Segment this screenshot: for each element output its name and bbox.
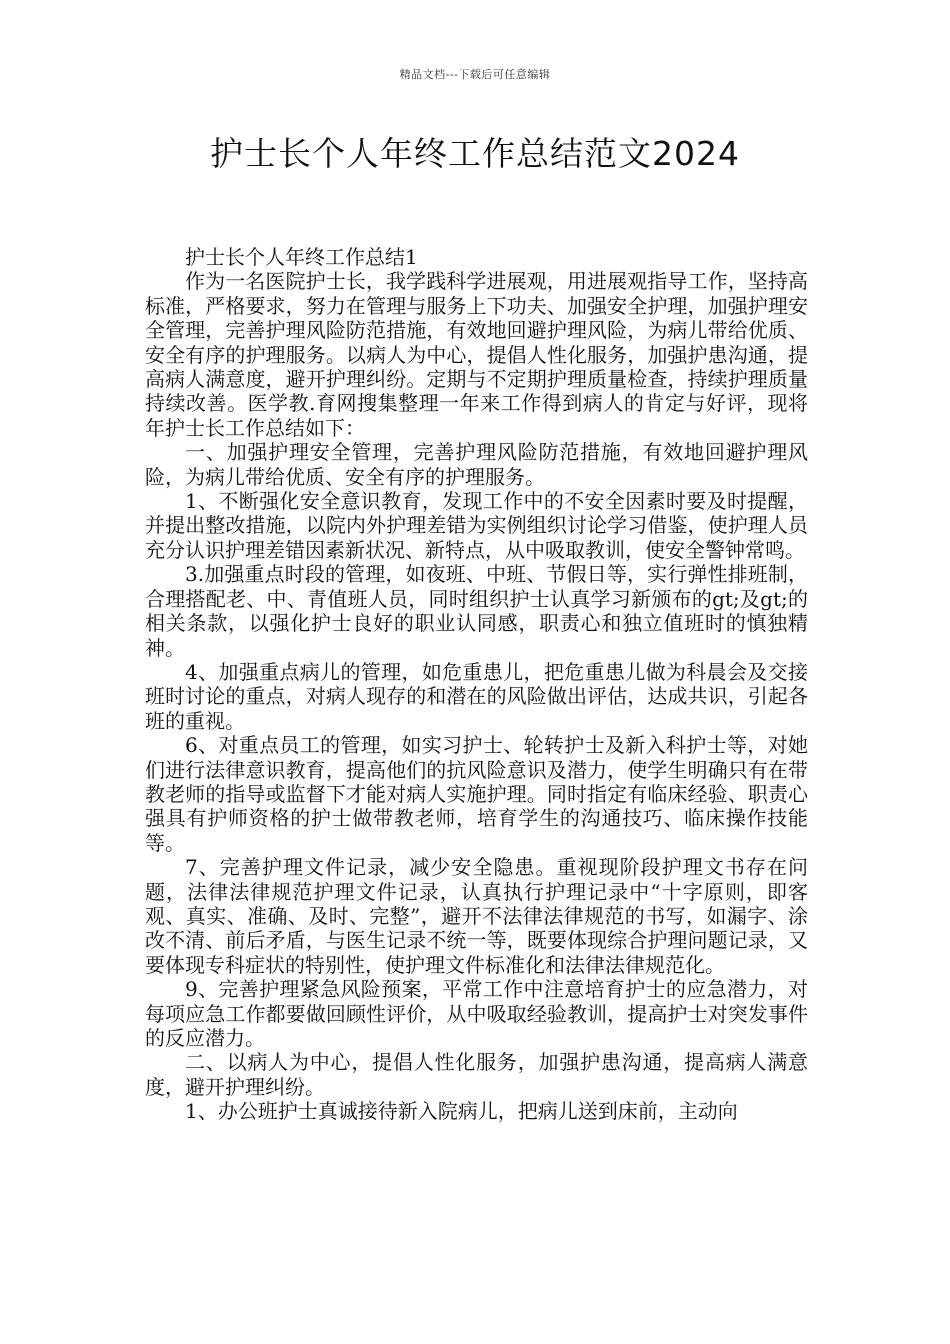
paragraph-heading-one: 一、加强护理安全管理，完善护理风险防范措施，有效地回避护理风险，为病儿带给优质、安全有序的护理服务。 xyxy=(145,440,808,489)
paragraph-item-3: 3.加强重点时段的管理，如夜班、中班、节假日等，实行弹性排班制，合理搭配老、中、青值班人员，同时组织护士认真学习新颁布的gt;及gt;的相关条款，以强化护士良好的职业认同感，职责心和独立值班时的慎独精神。 xyxy=(145,562,808,660)
paragraph-item-two-1: 1、办公班护士真诚接待新入院病儿，把病儿送到床前，主动向 xyxy=(185,1099,738,1124)
paragraph-item-1: 1、不断强化安全意识教育，发现工作中的不安全因素时要及时提醒，并提出整改措施，以院内外护理差错为实例组织讨论学习借鉴，使护理人员充分认识护理差错因素新状况、新特点，从中吸取教训，使安全警钟常鸣。 xyxy=(145,489,808,562)
paragraph-item-9: 9、完善护理紧急风险预案，平常工作中注意培育护士的应急潜力，对每项应急工作都要做回顾性评价，从中吸取经验教训，提高护士对突发事件的反应潜力。 xyxy=(145,977,808,1050)
document-body xyxy=(145,245,808,1124)
paragraph-section-heading: 护士长个人年终工作总结1 xyxy=(185,245,418,269)
paragraph-item-6: 6、对重点员工的管理，如实习护士、轮转护士及新入科护士等，对她们进行法律意识教育，提高他们的抗风险意识及潜力，使学生明确只有在带教老师的指导或监督下才能对病人实施护理。同时指定有临床经验、职责心强具有护师资格的护士做带教老师，培育学生的沟通技巧、临床操作技能等。 xyxy=(145,733,808,855)
paragraph-item-4: 4、加强重点病儿的管理，如危重患儿，把危重患儿做为科晨会及交接班时讨论的重点，对病人现存的和潜在的风险做出评估，达成共识，引起各班的重视。 xyxy=(145,659,808,733)
paragraph-heading-two: 二、以病人为中心，提倡人性化服务，加强护患沟通，提高病人满意度，避开护理纠纷。 xyxy=(145,1050,808,1099)
paragraph-intro: 作为一名医院护士长，我学践科学进展观，用进展观指导工作，坚持高标准，严格要求，努力在管理与服务上下功夫、加强安全护理，加强护理安全管理，完善护理风险防范措施，有效地回避护理风险，为病儿带给优质、安全有序的护理服务。以病人为中心，提倡人性化服务，加强护患沟通，提高病人满意度，避开护理纠纷。定期与不定期护理质量检查，持续护理质量持续改善。医学教.育网搜集整理一年来工作得到病人的肯定与好评，现将年护士长工作总结如下： xyxy=(145,269,808,440)
header-note: 精品文档---下载后可任意编辑 xyxy=(399,68,551,81)
document-title: 护士长个人年终工作总结范文2024 xyxy=(210,134,740,173)
paragraph-item-7: 7、完善护理文件记录，减少安全隐患。重视现阶段护理文书存在问题，法律法律规范护理文件记录，认真执行护理记录中“十字原则，即客观、真实、准确、及时、完整”，避开不法律法律规范的书写，如漏字、涂改不清、前后矛盾，与医生记录不统一等，既要体现综合护理问题记录，又要体现专科症状的特别性，使护理文件标准化和法律法律规范化。 xyxy=(145,855,808,977)
